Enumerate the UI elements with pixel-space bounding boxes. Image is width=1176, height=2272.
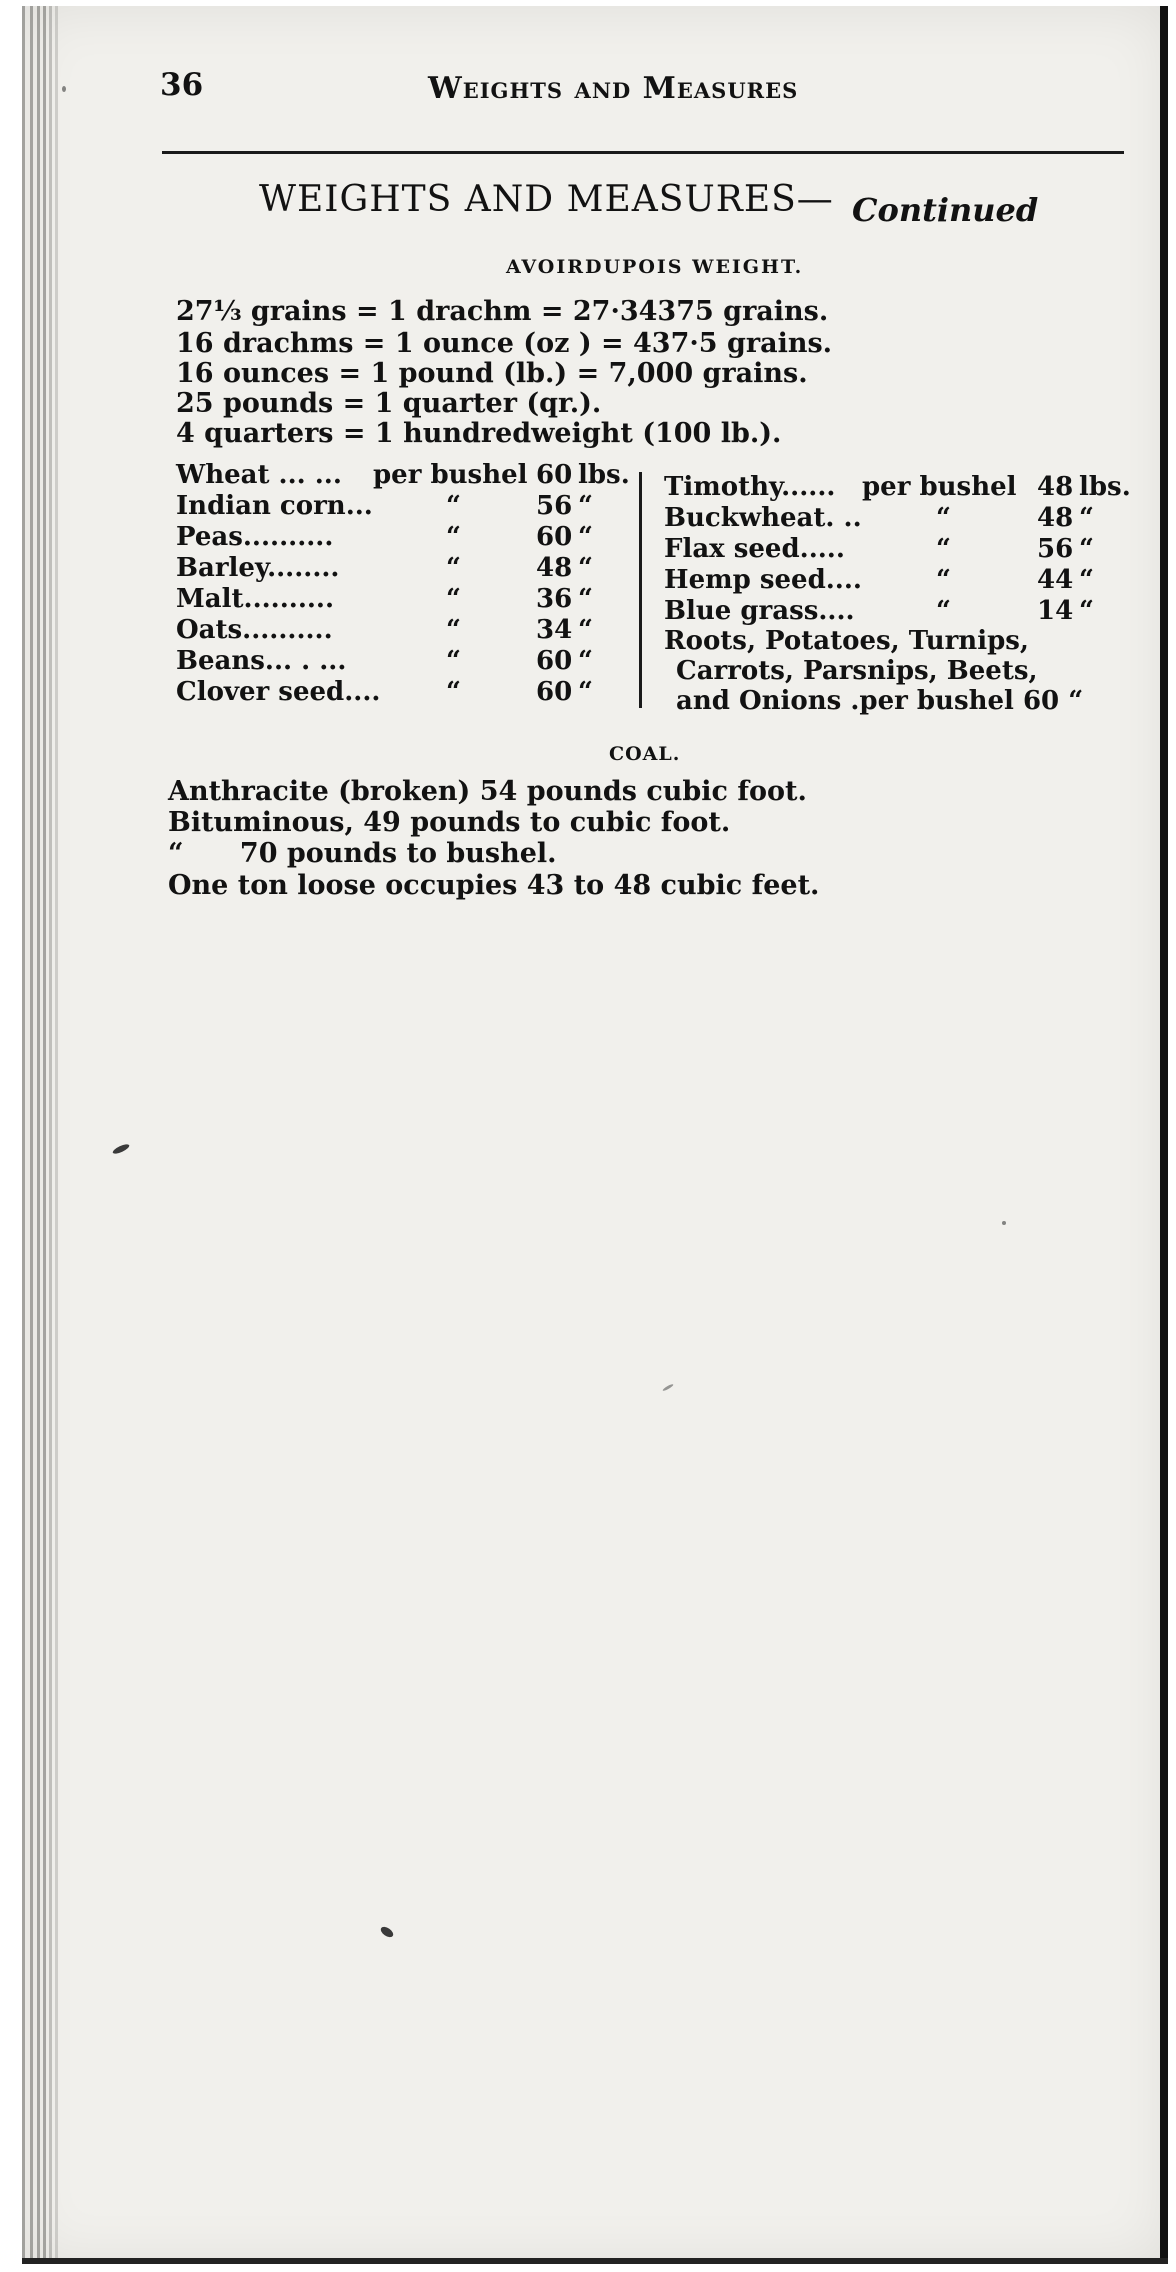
page-edge [55, 6, 58, 2264]
grain-name: Wheat ... ... [176, 460, 342, 490]
grain-row [664, 472, 1134, 502]
grain-measure: “ [446, 646, 461, 676]
grain-unit: “ [578, 491, 593, 521]
grain-row [664, 565, 1134, 595]
page-edge [22, 6, 25, 2264]
grain-name: Timothy...... [664, 472, 836, 502]
grain-row [664, 503, 1134, 533]
grain-measure: “ [936, 534, 951, 564]
grain-unit: “ [1079, 534, 1094, 564]
grain-value: 44 [1037, 565, 1074, 595]
coal-line: “ 70 pounds to bushel. [168, 838, 557, 869]
grain-unit: lbs. [578, 460, 630, 490]
grain-value: 60 [536, 460, 573, 490]
grain-value: 48 [536, 553, 573, 583]
grain-name: Buckwheat. .. [664, 503, 862, 533]
grain-measure: “ [936, 565, 951, 595]
grain-value: 60 [536, 522, 573, 552]
bottom-page-border [22, 2258, 1168, 2264]
avoirdupois-rule: 4 quarters = 1 hundredweight (100 lb.). [176, 418, 782, 449]
paper-speck [662, 1383, 674, 1392]
grain-value: 60 [536, 646, 573, 676]
column-divider [639, 472, 642, 708]
grain-row [176, 584, 636, 614]
grain-measure: per bushel [862, 472, 1017, 502]
paper-speck [1002, 1221, 1006, 1225]
grain-row [176, 677, 636, 707]
grain-name: Beans... . ... [176, 646, 347, 676]
grain-unit: “ [1079, 596, 1094, 626]
page-edge [30, 6, 33, 2264]
header-rule [162, 151, 1124, 154]
grain-unit: lbs. [1079, 472, 1131, 502]
grain-unit: “ [578, 615, 593, 645]
grain-row [176, 646, 636, 676]
grain-name: Flax seed..... [664, 534, 845, 564]
page-number: 36 [160, 67, 204, 103]
coal-line: Anthracite (broken) 54 pounds cubic foot. [168, 776, 807, 807]
grain-row [176, 615, 636, 645]
grain-measure: “ [446, 522, 461, 552]
grain-unit: “ [578, 522, 593, 552]
section-title: WEIGHTS AND MEASURES— [259, 179, 834, 220]
paper-speck [112, 1142, 131, 1155]
paper-speck [62, 86, 66, 92]
paper-speck [379, 1925, 395, 1940]
grain-measure: “ [446, 584, 461, 614]
grain-unit: “ [578, 584, 593, 614]
grain-row [176, 460, 636, 490]
grain-value: 36 [536, 584, 573, 614]
note-line: and Onions .per bushel 60 “ [676, 686, 1084, 716]
grain-name: Hemp seed.... [664, 565, 862, 595]
grain-value: 56 [1037, 534, 1074, 564]
page-edge [37, 6, 40, 2264]
avoirdupois-heading: AVOIRDUPOIS WEIGHT. [506, 256, 804, 278]
grain-measure: “ [446, 615, 461, 645]
grain-row [664, 534, 1134, 564]
coal-line: Bituminous, 49 pounds to cubic foot. [168, 807, 731, 838]
grain-name: Indian corn... [176, 491, 373, 521]
avoirdupois-rule: 16 ounces = 1 pound (lb.) = 7,000 grains. [176, 358, 808, 389]
grain-unit: “ [1079, 565, 1094, 595]
grain-measure: “ [446, 677, 461, 707]
grain-value: 14 [1037, 596, 1074, 626]
note-line: Roots, Potatoes, Turnips, [664, 626, 1029, 656]
right-page-border [1160, 6, 1168, 2264]
grain-name: Blue grass.... [664, 596, 855, 626]
grain-row [176, 553, 636, 583]
grain-value: 60 [536, 677, 573, 707]
page-edge [49, 6, 52, 2264]
grain-name: Malt.......... [176, 584, 335, 614]
grain-name: Peas.......... [176, 522, 334, 552]
page-edge [43, 6, 46, 2264]
grain-value: 48 [1037, 503, 1074, 533]
grain-name: Barley........ [176, 553, 340, 583]
grain-measure: “ [936, 503, 951, 533]
grain-unit: “ [578, 553, 593, 583]
avoirdupois-rule: 27⅓ grains = 1 drachm = 27·34375 grains. [176, 296, 829, 327]
grain-measure: “ [446, 491, 461, 521]
grain-value: 48 [1037, 472, 1074, 502]
grain-unit: “ [578, 677, 593, 707]
coal-line: One ton loose occupies 43 to 48 cubic feet. [168, 870, 820, 901]
running-head: Weights and Measures [428, 71, 799, 106]
grain-unit: “ [578, 646, 593, 676]
avoirdupois-rule: 16 drachms = 1 ounce (oz ) = 437·5 grains. [176, 328, 833, 359]
note-line: Carrots, Parsnips, Beets, [676, 656, 1038, 686]
grain-value: 34 [536, 615, 573, 645]
grain-unit: “ [1079, 503, 1094, 533]
grain-measure: “ [936, 596, 951, 626]
grain-row [176, 491, 636, 521]
grain-name: Clover seed.... [176, 677, 381, 707]
avoirdupois-rule: 25 pounds = 1 quarter (qr.). [176, 388, 602, 419]
section-title-continued: Continued [852, 191, 1039, 229]
grain-row [664, 596, 1134, 626]
coal-heading: COAL. [609, 743, 681, 765]
grain-name: Oats.......... [176, 615, 333, 645]
grain-row [176, 522, 636, 552]
grain-value: 56 [536, 491, 573, 521]
root-crops-note [664, 626, 1083, 716]
grain-measure: per bushel [373, 460, 528, 490]
grain-measure: “ [446, 553, 461, 583]
